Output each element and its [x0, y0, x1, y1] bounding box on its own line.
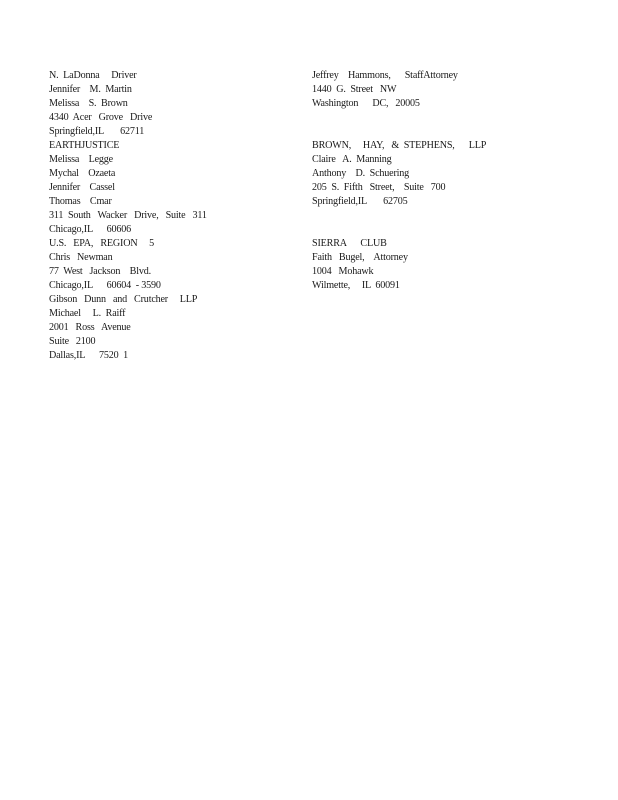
blank-line: [312, 222, 579, 236]
address-line: Washington DC, 20005: [312, 97, 420, 109]
address-line: Chicago,IL 60606: [49, 223, 132, 235]
address-line: 1004 Mohawk: [312, 265, 374, 277]
address-line: Gibson Dunn and Crutcher LLP: [49, 293, 198, 305]
address-line: N. LaDonna Driver: [49, 69, 137, 81]
address-line: 311 South Wacker Drive, Suite 311: [49, 209, 207, 221]
address-line: Jeffrey Hammons, StaffAttorney: [312, 69, 458, 81]
address-line: Michael L. Raiff: [49, 307, 126, 319]
address-line: Chris Newman: [49, 251, 113, 263]
address-line: Springfield,IL 62711: [49, 125, 145, 137]
address-line: Jennifer M. Martin: [49, 83, 132, 95]
address-line: 1440 G. Street NW: [312, 83, 397, 95]
address-line: Mychal Ozaeta: [49, 167, 116, 179]
service-list-right-column: [312, 68, 602, 292]
blank-line: [312, 124, 579, 138]
blank-line: [312, 110, 579, 124]
address-line: U.S. EPA, REGION 5: [49, 237, 155, 249]
address-line: Anthony D. Schuering: [312, 167, 410, 179]
address-line: Springfield,IL 62705: [312, 195, 408, 207]
address-line: 2001 Ross Avenue: [49, 321, 131, 333]
address-line: Faith Bugel, Attorney: [312, 251, 408, 263]
address-line: Chicago,IL 60604 - 3590: [49, 279, 161, 291]
address-line: Dallas,IL 7520 1: [49, 349, 129, 361]
blank-line: [312, 208, 579, 222]
service-list-left-column: [49, 68, 299, 362]
address-line: 205 S. Fifth Street, Suite 700: [312, 181, 446, 193]
address-line: Suite 2100: [49, 335, 96, 347]
address-line: EARTHJUSTICE: [49, 139, 120, 151]
address-line: Jennifer Cassel: [49, 181, 115, 193]
address-line: Claire A. Manning: [312, 153, 392, 165]
address-line: SIERRA CLUB: [312, 237, 387, 249]
address-line: Melissa Legge: [49, 153, 113, 165]
address-line: BROWN, HAY, & STEPHENS, LLP: [312, 139, 487, 151]
address-line: 4340 Acer Grove Drive: [49, 111, 153, 123]
address-line: Wilmette, IL 60091: [312, 279, 400, 291]
address-line: 77 West Jackson Blvd.: [49, 265, 151, 277]
address-line: Thomas Cmar: [49, 195, 112, 207]
address-line: Melissa S. Brown: [49, 97, 128, 109]
